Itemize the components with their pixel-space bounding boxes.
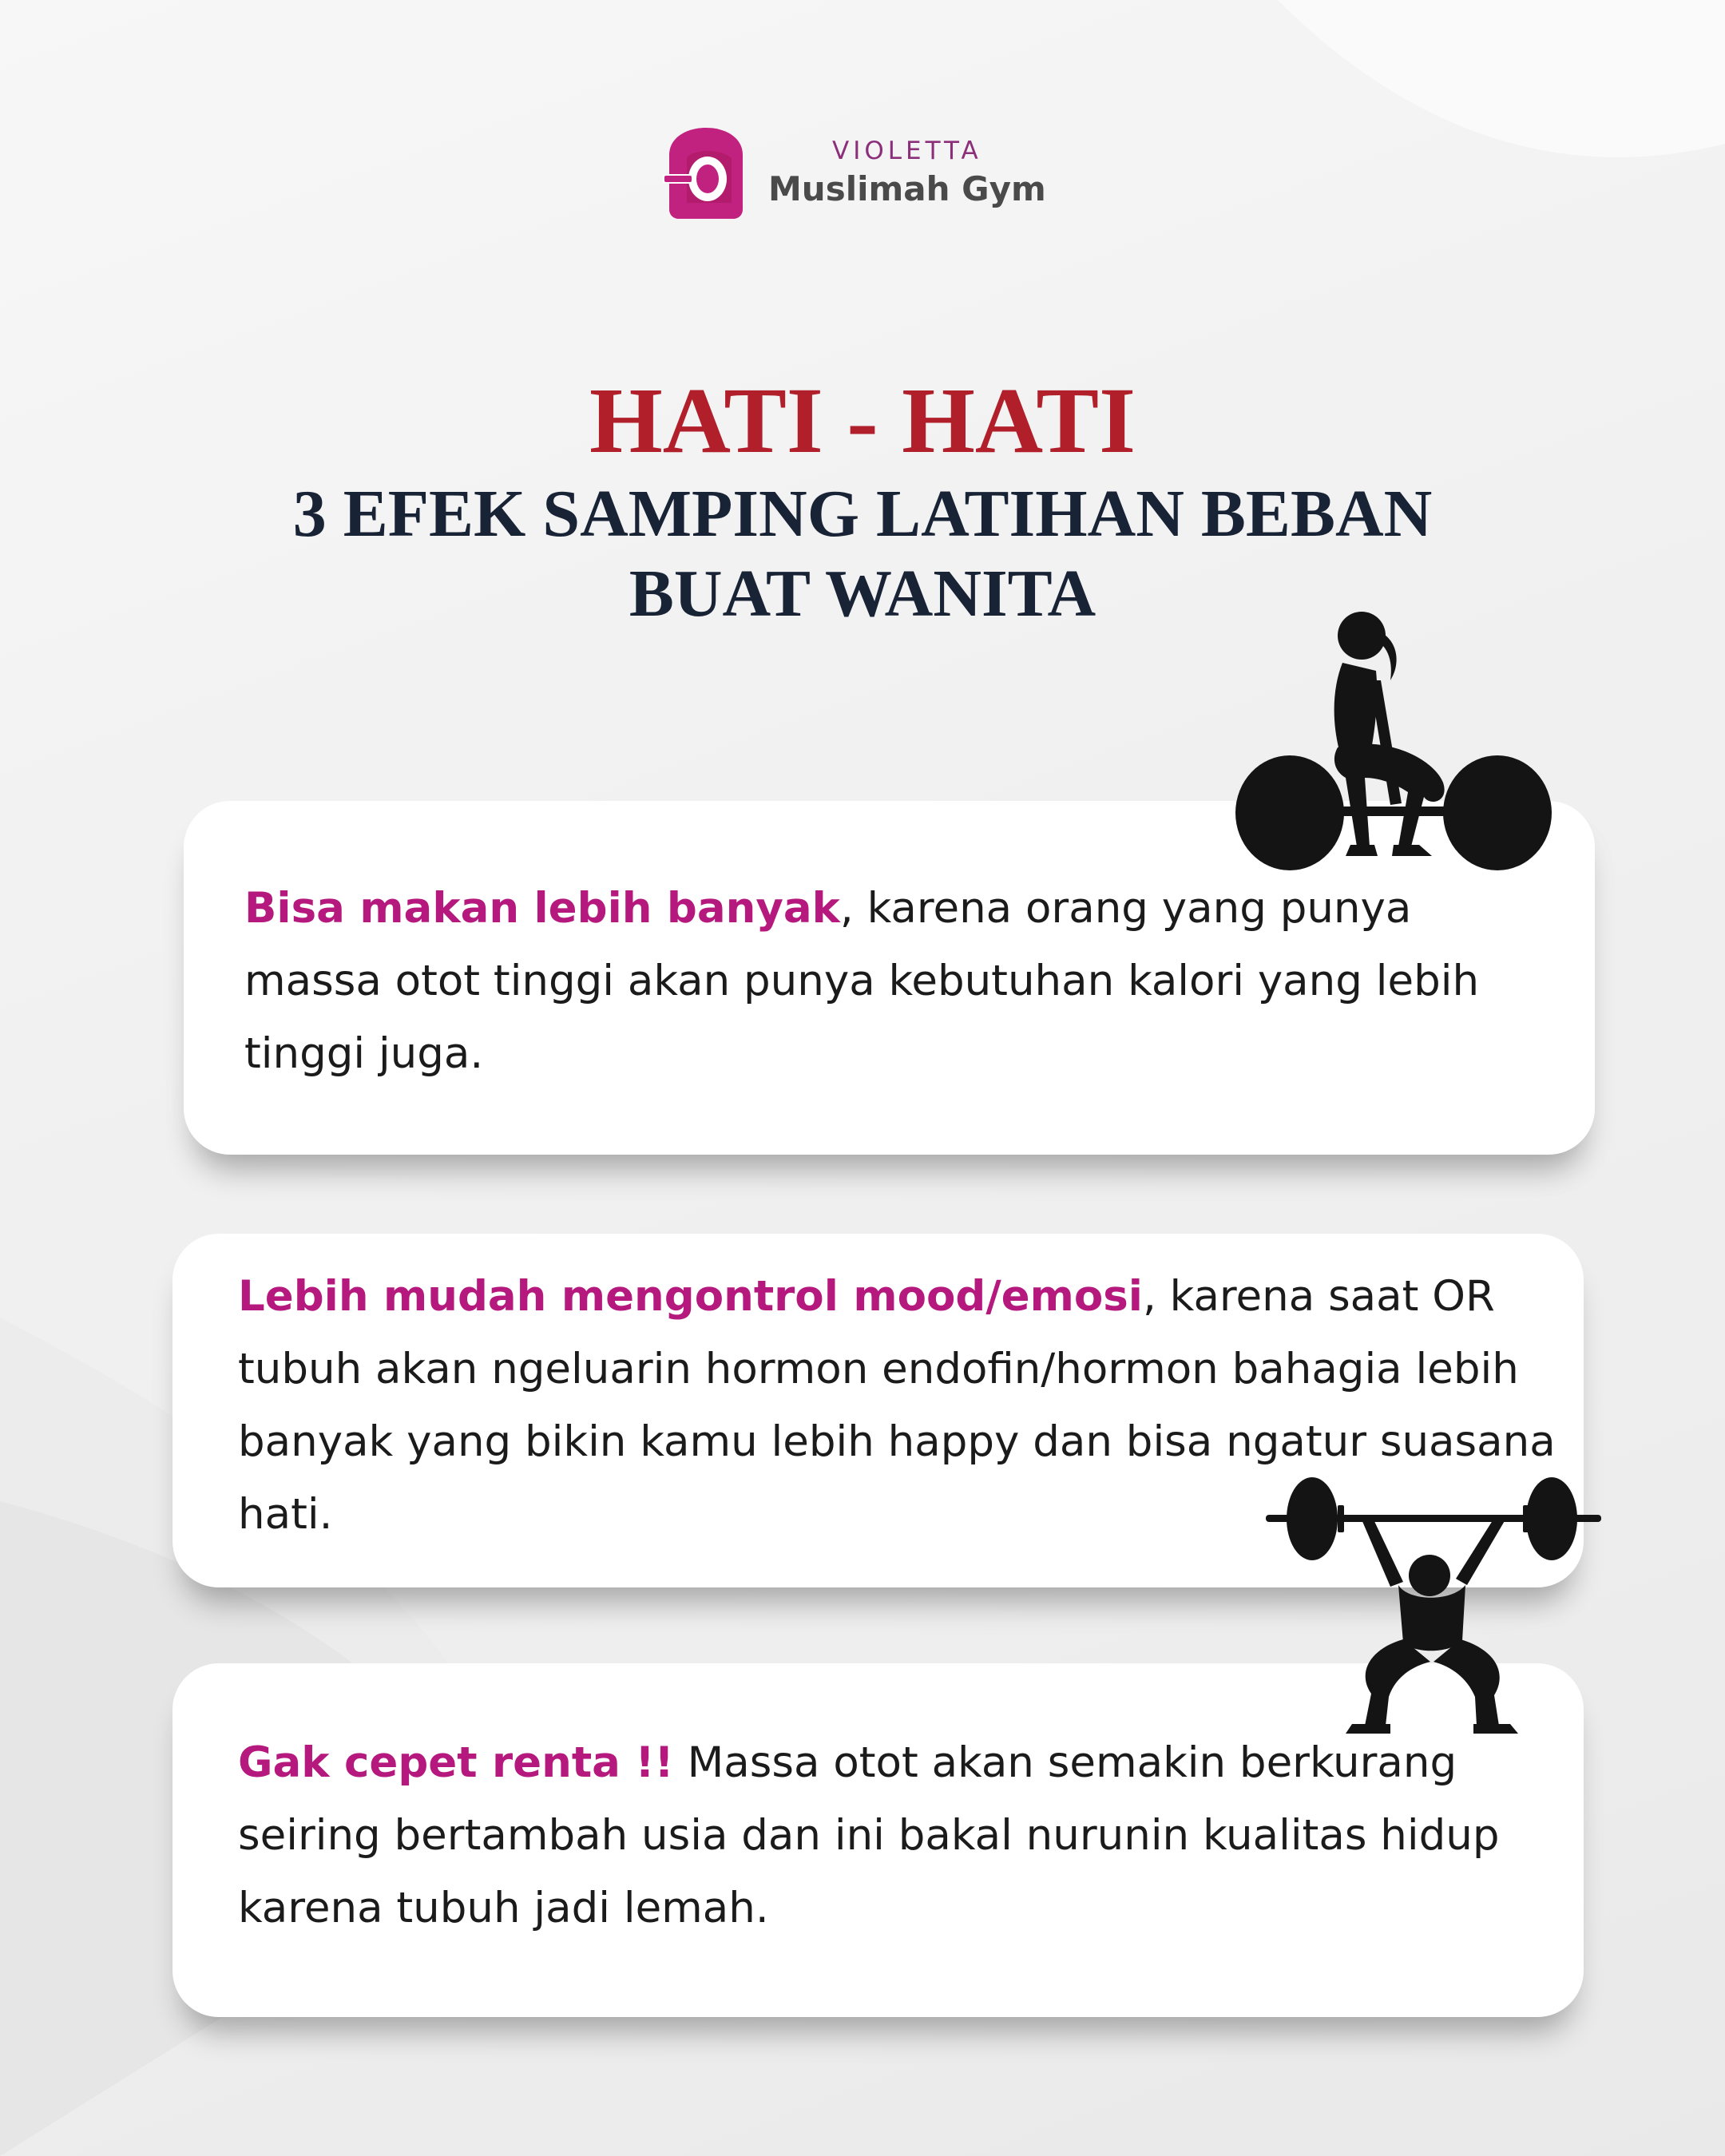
- headline-warning: HATI - HATI: [589, 368, 1136, 473]
- deadlift-woman-silhouette-icon: [1234, 607, 1553, 878]
- brand-logo: [663, 126, 1046, 220]
- point-lead-2: Lebih mudah mengontrol mood/emosi: [238, 1272, 1143, 1321]
- headline-subtitle-line-2: BUAT WANITA: [629, 557, 1096, 631]
- brand-name-top: VIOLETTA: [832, 137, 982, 165]
- point-body-3: Massa otot akan semakin berkurang seiring bertambah usia dan ini bakal nurunin kualitas hidup karena tubuh jadi lemah.: [238, 1738, 1500, 1932]
- point-text-1: [244, 872, 1554, 1090]
- headline-subtitle-line-1: 3 EFEK SAMPING LATIHAN BEBAN: [292, 477, 1433, 551]
- point-text-3: [238, 1726, 1580, 1944]
- brand-name-bottom: Muslimah Gym: [768, 169, 1046, 208]
- point-text-2: [238, 1260, 1580, 1551]
- point-body-1: , karena orang yang punya massa otot tinggi akan punya kebutuhan kalori yang lebih tinggi juga.: [244, 884, 1480, 1078]
- point-body-2: , karena saat OR tubuh akan ngeluarin hormon endofin/hormon bahagia lebih banyak yang bikin kamu lebih happy dan bisa ngatur suasana hati.: [238, 1272, 1556, 1539]
- point-lead-3: Gak cepet renta !!: [238, 1738, 674, 1787]
- point-lead-1: Bisa makan lebih banyak: [244, 884, 840, 933]
- gym-door-plate-icon: [663, 126, 749, 220]
